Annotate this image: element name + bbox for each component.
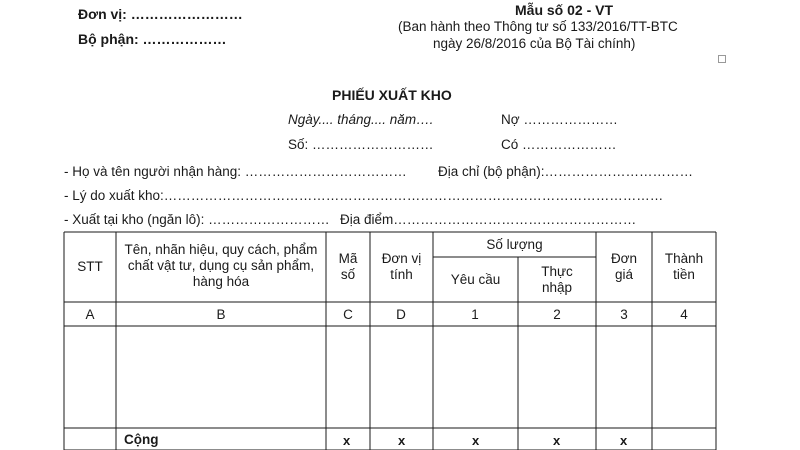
header-code: Mã số <box>338 251 358 282</box>
decree-date: ngày 26/8/2016 của Bộ Tài chính) <box>433 36 636 51</box>
form-code: Mẫu số 02 - VT <box>515 2 614 18</box>
total-mark: x <box>620 433 628 448</box>
index-cell: D <box>396 307 406 322</box>
index-cell: 3 <box>620 307 628 322</box>
index-cell: 2 <box>553 307 561 322</box>
header-item-name: Tên, nhãn hiệu, quy cách, phẩm chất vật tư, dụng cụ sản phẩm, hàng hóa <box>124 242 318 289</box>
header-stt: STT <box>77 259 103 274</box>
debit-line: Nợ ………………… <box>501 112 618 127</box>
header-actual: Thực nhập <box>541 263 573 295</box>
total-mark: x <box>398 433 406 448</box>
checkbox-marker <box>718 55 726 63</box>
reason-field: - Lý do xuất kho:………………………………………………………………………………………………… <box>64 188 664 203</box>
recipient-field: - Họ và tên người nhận hàng: ……………………………… <box>64 164 407 179</box>
document-number-line: Số: ……………………… <box>288 137 434 152</box>
department-field: Bộ phận: ……………… <box>78 31 227 47</box>
total-mark: x <box>343 433 351 448</box>
warehouse-field: - Xuất tại kho (ngăn lô): ……………………… <box>64 212 330 227</box>
credit-line: Có ………………… <box>501 137 617 152</box>
total-label: Cộng <box>124 432 159 447</box>
address-field: Địa chỉ (bộ phận):…………………………… <box>438 164 694 179</box>
header-price: Đơn giá <box>610 251 638 282</box>
org-unit-field: Đơn vị: …………………… <box>78 6 243 22</box>
header-amount: Thành tiền <box>664 251 704 282</box>
index-cell: 4 <box>680 307 688 322</box>
header-quantity: Số lượng <box>486 236 543 252</box>
header-requested: Yêu cầu <box>450 271 501 287</box>
total-mark: x <box>553 433 561 448</box>
index-cell: A <box>85 307 95 322</box>
header-unit: Đơn vị tính <box>381 251 422 282</box>
decree-reference: (Ban hành theo Thông tư số 133/2016/TT-BTC <box>398 19 678 34</box>
location-field: Địa điểm……………………………………………… <box>340 212 637 227</box>
index-cell: 1 <box>471 307 479 322</box>
total-mark: x <box>472 433 480 448</box>
index-cell: C <box>343 307 353 322</box>
document-title: PHIẾU XUẤT KHO <box>332 87 452 103</box>
date-line: Ngày.... tháng.... năm…. <box>288 112 434 127</box>
index-cell: B <box>216 307 226 322</box>
